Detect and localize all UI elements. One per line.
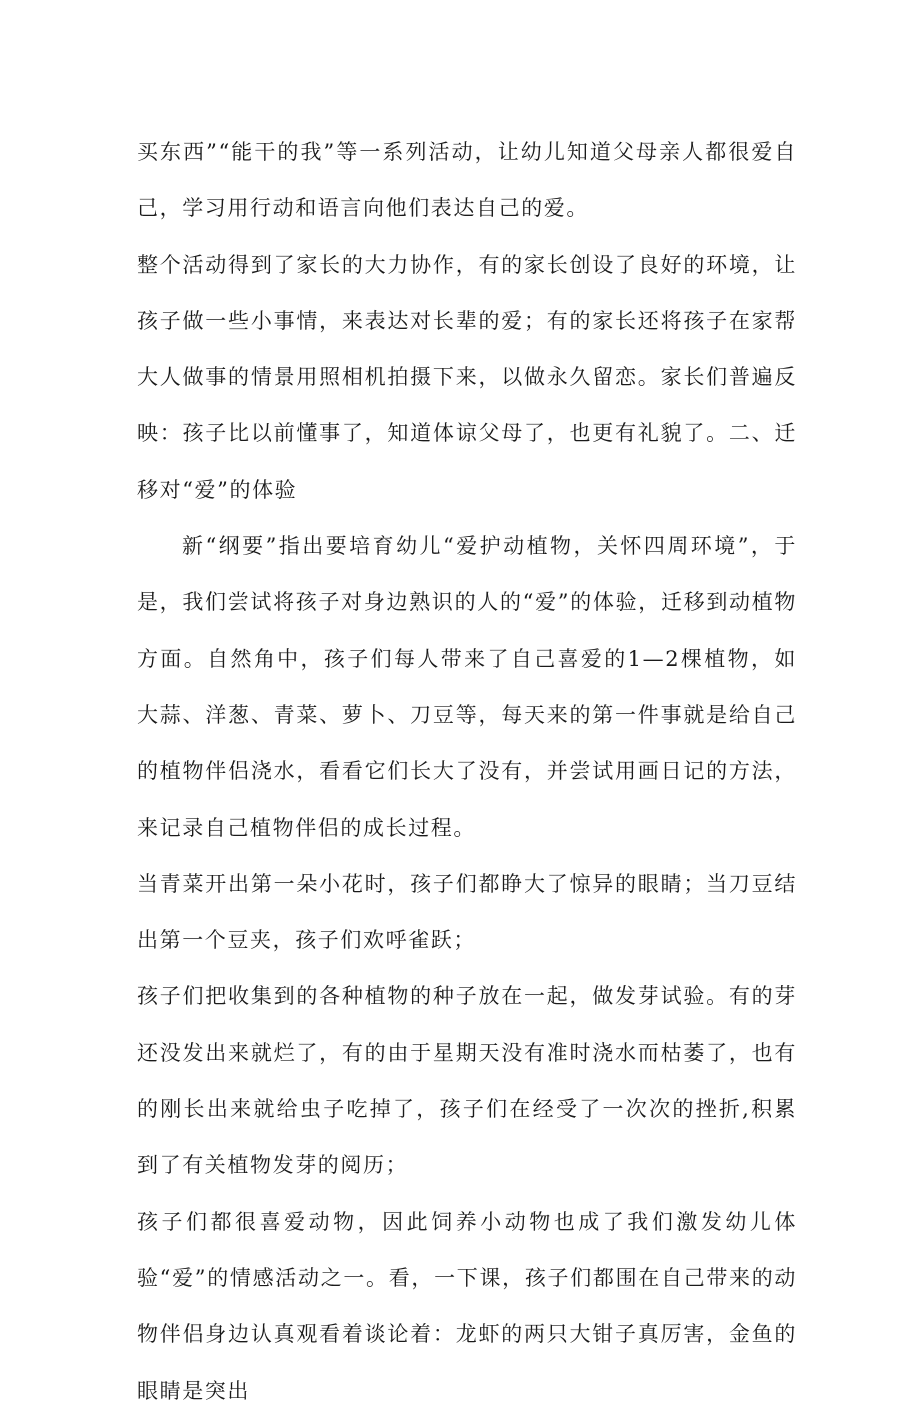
paragraph-5: 孩子们把收集到的各种植物的种子放在一起，做发芽试验。有的芽还没发出来就烂了，有的由于星期天没有准时浇水而枯萎了，也有的刚长出来就给虫子吃掉了，孩子们在经受了一次次的挫折,积累到了有关植物发芽的阅历； (137, 984, 797, 1178)
paragraph-2: 整个活动得到了家长的大力协作，有的家长创设了良好的环境，让孩子做一些小事情，来表达对长辈的爱；有的家长还将孩子在家帮大人做事的情景用照相机拍摄下来，以做永久留恋。家长们普遍反映：孩子比以前懂事了，知道体谅父母了，也更有礼貌了。二、迁移对“爱”的体验 (137, 252, 797, 502)
document-body (137, 124, 797, 1419)
paragraph-4: 当青菜开出第一朵小花时，孩子们都睁大了惊异的眼睛；当刀豆结出第一个豆夹，孩子们欢呼雀跃； (137, 871, 797, 953)
paragraph-3: 新“纲要”指出要培育幼儿“爱护动植物，关怀四周环境”，于是，我们尝试将孩子对身边熟识的人的“爱”的体验，迁移到动植物方面。自然角中，孩子们每人带来了自己喜爱的1—2棵植物，如大蒜、洋葱、青菜、萝卜、刀豆等，每天来的第一件事就是给自己的植物伴侣浇水，看看它们长大了没有，并尝试用画日记的方法，来记录自己植物伴侣的成长过程。 (137, 534, 797, 840)
paragraph-1: 买东西”“能干的我”等一系列活动，让幼儿知道父母亲人都很爱自己，学习用行动和语言向他们表达自己的爱。 (137, 140, 797, 221)
paragraph-6: 孩子们都很喜爱动物，因此饲养小动物也成了我们激发幼儿体验“爱”的情感活动之一。看，一下课，孩子们都围在自己带来的动物伴侣身边认真观看着谈论着：龙虾的两只大钳子真厉害，金鱼的眼睛是突出 (137, 1209, 797, 1403)
